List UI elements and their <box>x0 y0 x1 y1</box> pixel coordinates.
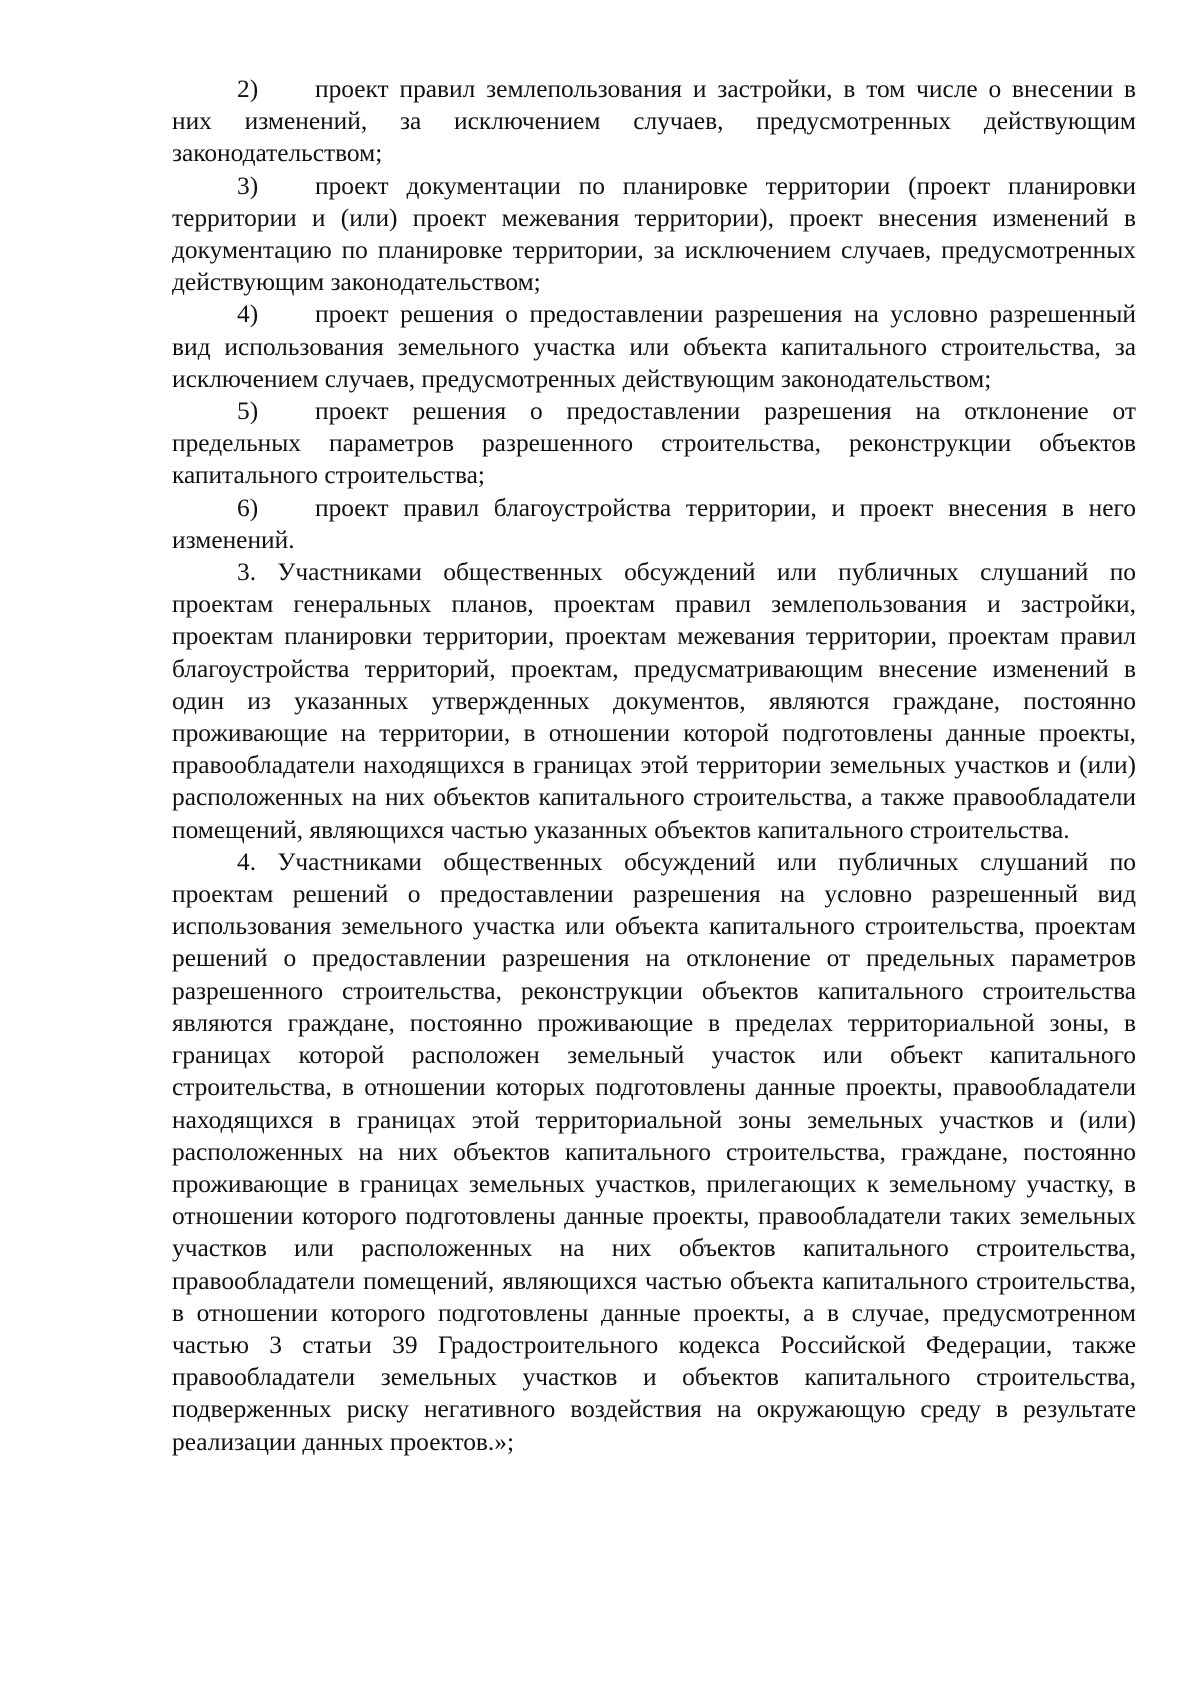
document-page <box>172 73 1136 1458</box>
paragraph-3: 3. Участниками общественных обсуждений или публичных слушаний по проектам генеральных планов, проектам правил землепользования и застройки, проектам планировки территории, проектам межевания территории, проектам правил благоустройства территорий, проектам, предусматривающим внесение изменений в один из указанных утвержденных документов, являются граждане, постоянно проживающие на территории, в отношении которой подготовлены данные проекты, правообладатели находящихся в границах этой территории земельных участков и (или) расположенных на них объектов капитального строительства, а также правообладатели помещений, являющихся частью указанных объектов капитального строительства. <box>172 558 1136 844</box>
list-item-text: проект правил землепользования и застройки, в том числе о внесении в них изменений, за исключением случаев, предусмотренных действующим законодательством; <box>172 75 1136 168</box>
list-item-5 <box>172 395 1136 492</box>
paragraph-4: 4. Участниками общественных обсуждений или публичных слушаний по проектам решений о предоставлении разрешения на условно разрешенный вид использования земельного участка или объекта капитального строительства, проектам решений о предоставлении разрешения на отклонение от предельных параметров разрешенного строительства, реконструкции объектов капитального строительства являются граждане, постоянно проживающие в пределах территориальной зоны, в границах которой расположен земельный участок или объект капитального строительства, в отношении которых подготовлены данные проекты, правообладатели находящихся в границах этой территориальной зоны земельных участков и (или) расположенных на них объектов капитального строительства, граждане, постоянно проживающие в границах земельных участков, прилегающих к земельному участку, в отношении которого подготовлены данные проекты, правообладатели таких земельных участков или расположенных на них объектов капитального строительства, правообладатели помещений, являющихся частью объекта капитального строительства, в отношении которого подготовлены данные проекты, а в случае, предусмотренном частью 3 статьи 39 Градостроительного кодекса Российской Федерации, также правообладатели земельных участков и объектов капитального строительства, подверженных риску негативного воздействия на окружающую среду в результате реализации данных проектов.»; <box>172 847 1136 1456</box>
list-item-6 <box>172 492 1136 556</box>
list-item-3 <box>172 170 1136 299</box>
list-item-number: 5) <box>237 397 259 426</box>
list-item-4 <box>172 298 1136 395</box>
list-item-text: проект решения о предоставлении разрешения на условно разрешенный вид использования земельного участка или объекта капитального строительства, за исключением случаев, предусмотренных действующим законодательством; <box>172 300 1136 393</box>
list-item-number: 6) <box>237 493 259 522</box>
list-item-number: 2) <box>237 75 259 103</box>
list-item-number: 3) <box>237 171 259 200</box>
list-item-text: проект документации по планировке территории (проект планировки территории и (или) проект межевания территории), проект внесения изменений в документацию по планировке территории, за исключением случаев, предусмотренных действующим законодательством; <box>172 171 1136 297</box>
list-item-number: 4) <box>237 300 259 329</box>
list-item-text: проект решения о предоставлении разрешения на отклонение от предельных параметров разрешенного строительства, реконструкции объектов капитального строительства; <box>172 397 1136 490</box>
list-item-text: проект правил благоустройства территории, и проект внесения в него изменений. <box>172 493 1136 554</box>
list-item-2 <box>172 73 1136 170</box>
